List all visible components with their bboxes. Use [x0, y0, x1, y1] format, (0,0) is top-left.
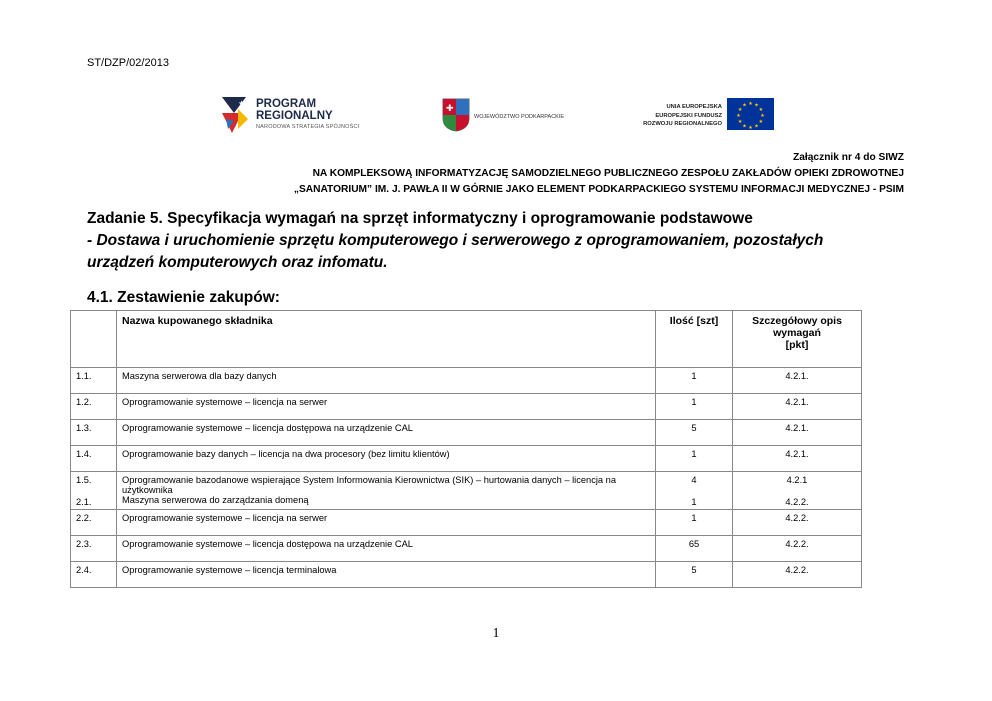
- table-row: [71, 394, 862, 420]
- eu-logo: [636, 98, 776, 138]
- row-item-name: Maszyna serwerowa dla bazy danych: [117, 368, 656, 394]
- svg-text:★: ★: [760, 113, 765, 119]
- row-quantity: 1: [656, 510, 733, 536]
- row-item-name: Maszyna serwerowa do zarządzania domeną: [122, 495, 309, 505]
- row-quantity: 4: [691, 475, 697, 485]
- row-number-group: [71, 472, 117, 510]
- regionalny-label: REGIONALNY: [256, 110, 333, 122]
- row-quantity: 1: [656, 368, 733, 394]
- row-item-name: Oprogramowanie systemowe – licencja terminalowa: [117, 562, 656, 588]
- header-item-name: Nazwa kupowanego składnika: [117, 311, 656, 368]
- row-specification: 4.2.1.: [733, 368, 862, 394]
- table-row: [71, 562, 862, 588]
- row-specification: 4.2.1.: [733, 420, 862, 446]
- table-row: [71, 510, 862, 536]
- row-item-name: Oprogramowanie systemowe – licencja na serwer: [117, 510, 656, 536]
- table-row: [71, 536, 862, 562]
- row-quantity: 65: [656, 536, 733, 562]
- purchase-table: [70, 310, 862, 588]
- row-number: 2.4.: [71, 562, 117, 588]
- svg-text:★: ★: [754, 123, 759, 130]
- svg-text:★: ★: [758, 107, 764, 113]
- row-quantity: 1: [656, 394, 733, 420]
- row-item-name: Oprogramowanie bazodanowe wspierające System Informowania Kierownictwa (SIK) – hurtowania danych – licencja na użytkownika: [122, 475, 617, 495]
- task-heading: [87, 208, 907, 274]
- row-quantity: 5: [656, 420, 733, 446]
- row-number: 2.1.: [76, 497, 92, 507]
- svg-text:★: ★: [742, 102, 747, 109]
- header-quantity: Ilość [szt]: [656, 311, 733, 368]
- page-number: 1: [492, 626, 500, 641]
- row-quantity: 5: [656, 562, 733, 588]
- row-number: 1.2.: [71, 394, 117, 420]
- header-spec-line-3: [pkt]: [785, 339, 809, 351]
- header-specification: [733, 311, 862, 368]
- row-number: 1.3.: [71, 420, 117, 446]
- svg-text:★: ★: [737, 119, 743, 125]
- svg-text:★: ★: [737, 107, 743, 113]
- row-quantity: 1: [656, 446, 733, 472]
- row-specification: 4.2.1.: [733, 394, 862, 420]
- row-number: 2.2.: [71, 510, 117, 536]
- row-specification: 4.2.1: [786, 475, 808, 485]
- row-item-name: Oprogramowanie systemowe – licencja dostępowa na urządzenie CAL: [117, 420, 656, 446]
- svg-text:★: ★: [748, 101, 753, 107]
- row-quantity-group: [656, 472, 733, 510]
- svg-text:✚: ✚: [446, 103, 454, 113]
- row-number: 1.5.: [76, 475, 92, 485]
- program-regionalny-emblem-icon: [220, 93, 250, 137]
- eu-flag-icon: [727, 98, 774, 130]
- program-regionalny-logo: [220, 93, 360, 137]
- document-reference: ST/DZP/02/2013: [87, 57, 169, 69]
- document-header: [294, 150, 904, 198]
- row-item-name: Oprogramowanie systemowe – licencja na serwer: [117, 394, 656, 420]
- row-number: 1.1.: [71, 368, 117, 394]
- voivodeship-label: WOJEWÓDZTWO PODKARPACKIE: [474, 114, 565, 120]
- row-specification: 4.2.2.: [785, 497, 809, 507]
- row-specification: 4.2.1.: [733, 446, 862, 472]
- row-item-name: Oprogramowanie systemowe – licencja dostępowa na urządzenie CAL: [117, 536, 656, 562]
- row-item-name: Oprogramowanie bazy danych – licencja na dwa procesory (bez limitu klientów): [117, 446, 656, 472]
- logo-bar: [0, 93, 992, 143]
- row-item-name-group: [117, 472, 656, 510]
- attachment-label: Załącznik nr 4 do SIWZ: [793, 152, 904, 163]
- program-label: PROGRAM: [256, 98, 317, 110]
- svg-text:★: ★: [758, 119, 764, 125]
- row-number: 1.4.: [71, 446, 117, 472]
- table-header-row: [71, 311, 862, 368]
- task-subtitle-line-2: urządzeń komputerowych oraz infomatu.: [87, 254, 388, 271]
- project-title-line-1: NA KOMPLEKSOWĄ INFORMATYZACJĘ SAMODZIELNEGO PUBLICZNEGO ZESPOŁU ZAKŁADÓW OPIEKI ZDROWOTNEJ: [312, 168, 904, 179]
- row-specification-group: [733, 472, 862, 510]
- svg-text:★: ★: [736, 113, 741, 119]
- table-row: [71, 446, 862, 472]
- svg-text:★: ★: [238, 99, 246, 108]
- svg-text:★: ★: [742, 123, 747, 130]
- task-title: Zadanie 5. Specyfikacja wymagań na sprzęt informatyczny i oprogramowanie podstawowe: [87, 210, 753, 227]
- header-spec-line-1: Szczegółowy opis: [752, 315, 842, 327]
- header-spec-line-2: wymagań: [773, 327, 821, 339]
- podkarpackie-logo: [440, 98, 570, 138]
- task-subtitle-line-1: - Dostawa i uruchomienie sprzętu komputerowego i serwerowego z oprogramowaniem, pozostałych: [87, 232, 824, 249]
- svg-text:★: ★: [754, 102, 759, 109]
- section-title: 4.1. Zestawienie zakupów:: [87, 289, 280, 306]
- table-row: [71, 420, 862, 446]
- table-row: [71, 368, 862, 394]
- svg-text:★: ★: [748, 125, 753, 130]
- header-number: [71, 311, 117, 368]
- row-number: 2.3.: [71, 536, 117, 562]
- table-row: [71, 472, 862, 510]
- eu-line-3: ROZWOJU REGIONALNEGO: [643, 121, 722, 127]
- row-quantity: 1: [691, 497, 697, 507]
- row-specification: 4.2.2.: [733, 562, 862, 588]
- row-specification: 4.2.2.: [733, 536, 862, 562]
- podkarpackie-coat-of-arms-icon: [442, 98, 470, 132]
- eu-line-2: EUROPEJSKI FUNDUSZ: [655, 112, 722, 119]
- eu-line-1: UNIA EUROPEJSKA: [666, 104, 722, 110]
- strategy-label: NARODOWA STRATEGIA SPÓJNOŚCI: [256, 124, 360, 130]
- project-title-line-2: „SANATORIUM” IM. J. PAWŁA II W GÓRNIE JAKO ELEMENT PODKARPACKIEGO SYSTEMU INFORMACJI MEDYCZNEJ - PSIM: [293, 184, 904, 195]
- row-specification: 4.2.2.: [733, 510, 862, 536]
